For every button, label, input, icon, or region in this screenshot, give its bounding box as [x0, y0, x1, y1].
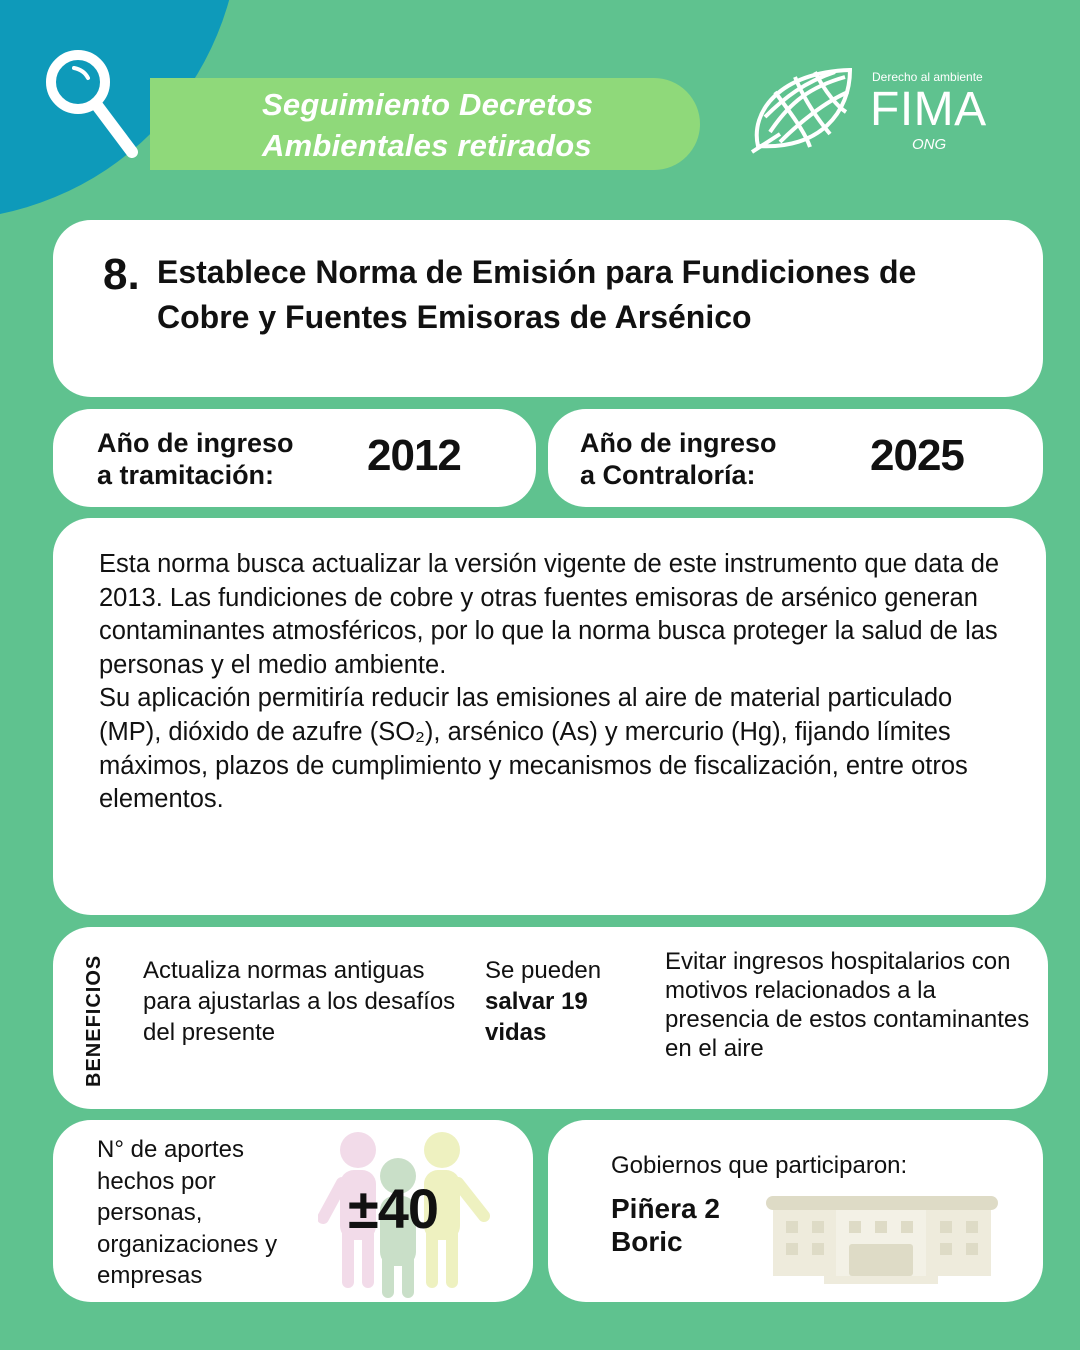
- label-line-1: Año de ingreso: [580, 428, 777, 458]
- logo-tagline: Derecho al ambiente: [872, 70, 983, 84]
- governments-label: Gobiernos que participaron:: [611, 1152, 908, 1179]
- benefit-item-1: Actualiza normas antiguas para ajustarlas a los desafíos del presente: [143, 957, 456, 1046]
- decree-title: Establece Norma de Emisión para Fundiciones de Cobre y Fuentes Emisoras de Arsénico: [157, 254, 917, 335]
- government-name: Piñera 2: [611, 1193, 720, 1224]
- year-tramitacion-label: [97, 427, 294, 491]
- benefit-2-highlight: salvar 19 vidas: [485, 988, 588, 1046]
- description-card: [53, 518, 1046, 915]
- benefits-label: BENEFICIOS: [83, 954, 105, 1087]
- year-contraloria-value: 2025: [870, 431, 964, 480]
- benefit-2-prefix: Se pueden: [485, 957, 602, 984]
- year-contraloria-label: [580, 427, 777, 491]
- benefits-card: [53, 927, 1048, 1109]
- logo-suffix: ONG: [912, 136, 947, 153]
- contributions-card: [53, 1120, 533, 1302]
- label-line-2: a tramitación:: [97, 460, 275, 490]
- banner-line-2: Ambientales retirados: [262, 128, 592, 163]
- leaf-globe-logo: [750, 62, 860, 154]
- banner-line-1: Seguimiento Decretos: [262, 87, 594, 122]
- description-paragraph-1: Esta norma busca actualizar la versión vigente de este instrumento que data de 2013. Las fundiciones de cobre y otras fuentes emisoras de arsénico generan contaminantes atmosféricos, por lo que la norma busca proteger la salud de las personas y el medio ambiente.: [99, 550, 1000, 679]
- decree-title-card: [53, 220, 1043, 397]
- label-line-1: Año de ingreso: [97, 428, 294, 458]
- logo-name: FIMA: [870, 83, 987, 136]
- contributions-value: ±40: [348, 1177, 439, 1240]
- banner-title: [262, 84, 692, 166]
- government-name: Boric: [611, 1226, 683, 1257]
- description-paragraph-2: Su aplicación permitiría reducir las emisiones al aire de material particulado (MP), dióxido de azufre (SO₂), arsénico (As) y mercurio (Hg), fijando límites máximos, plazos de cumplimiento y mecanismos de fiscalización, entre otros elementos.: [99, 684, 968, 814]
- government-building-icon: [766, 1196, 998, 1290]
- benefit-item-3: Evitar ingresos hospitalarios con motivos relacionados a la presencia de estos contaminantes en el aire: [665, 948, 1030, 1062]
- year-tramitacion-card: [53, 409, 536, 507]
- governments-list: [611, 1192, 720, 1258]
- benefit-item-2: [485, 955, 645, 1048]
- label-line-2: a Contraloría:: [580, 460, 756, 490]
- governments-card: [548, 1120, 1043, 1302]
- year-contraloria-card: [548, 409, 1043, 507]
- magnifier-icon: [44, 48, 144, 158]
- decree-number: 8.: [103, 250, 140, 299]
- year-tramitacion-value: 2012: [367, 431, 461, 480]
- description-text: [99, 548, 1019, 817]
- contributions-label: N° de aportes hechos por personas, organizaciones y empresas: [97, 1136, 278, 1289]
